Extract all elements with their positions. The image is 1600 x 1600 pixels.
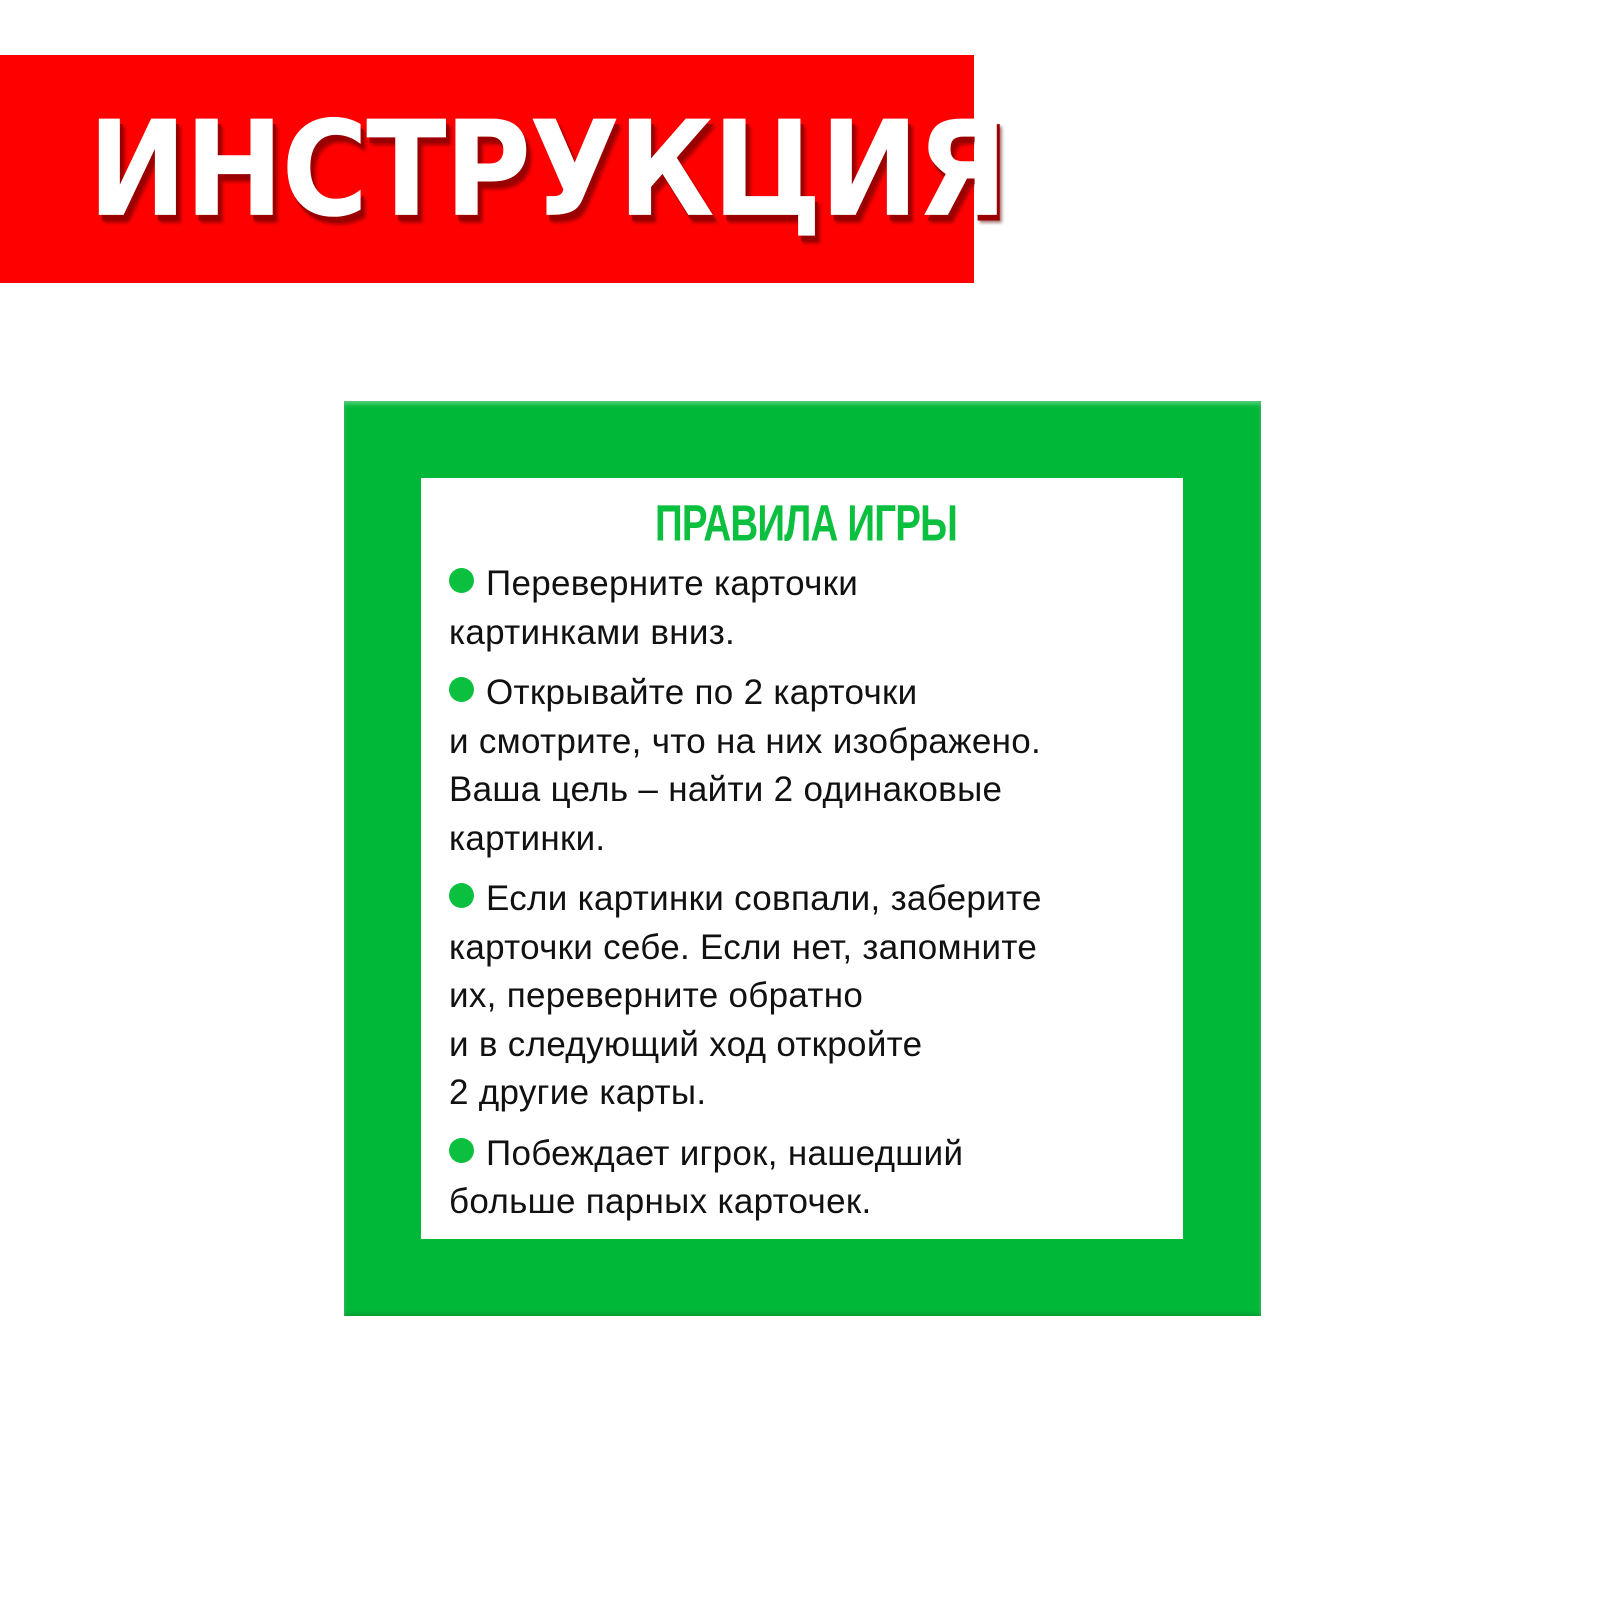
rule-line: и в следующий ход откройте	[449, 1024, 923, 1064]
rules-panel	[421, 478, 1183, 1239]
rule-text: Если картинки совпали, заберите	[486, 879, 1042, 918]
bullet-dot-icon	[449, 568, 474, 593]
rule-line: и смотрите, что на них изображено.	[449, 721, 1042, 761]
bullet-dot-icon	[449, 883, 474, 908]
rule-line: Ваша цель – найти 2 одинаковые	[449, 770, 1003, 809]
rule-line: карточки себе. Если нет, запомните	[449, 927, 1038, 967]
rule-text: Переверните карточки	[486, 564, 859, 603]
rule-line	[449, 1130, 1163, 1179]
rule-line: больше парных карточек.	[449, 1182, 872, 1221]
rule-item	[449, 1130, 1163, 1227]
rule-text: Открывайте по 2 карточки	[486, 673, 918, 712]
rule-line: их, переверните обратно	[449, 976, 864, 1015]
instruction-banner	[0, 55, 1006, 283]
rules-heading: ПРАВИЛА ИГРЫ	[654, 493, 958, 552]
rule-item	[449, 669, 1163, 863]
bullet-dot-icon	[449, 677, 474, 702]
rule-line	[449, 875, 1163, 924]
bullet-dot-icon	[449, 1138, 474, 1163]
rule-line: картинками вниз.	[449, 612, 736, 652]
rule-item	[449, 875, 1163, 1118]
rule-line	[449, 560, 1163, 609]
rules-frame	[344, 401, 1261, 1316]
rule-item	[449, 560, 1163, 657]
rule-text: Побеждает игрок, нашедший	[486, 1133, 964, 1173]
rule-line: картинки.	[449, 818, 606, 858]
rule-line: 2 другие карты.	[449, 1073, 707, 1112]
rule-line	[449, 669, 1163, 718]
banner-title: ИНСТРУКЦИЯ	[88, 91, 1006, 247]
